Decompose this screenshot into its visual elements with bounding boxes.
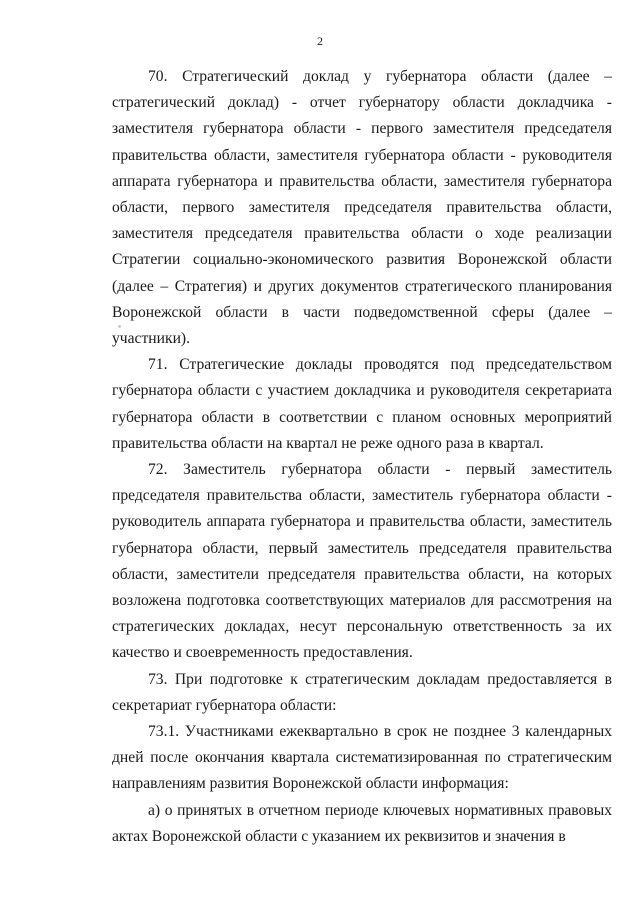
- paragraph-70: 70. Стратегический доклад у губернатора области (далее – стратегический доклад) - отчет губернатору области докладчика - заместителя губернатора области - первого заместителя председателя правительства области, заместителя губернатора области - руководителя аппарата губернатора и правительства области, заместителя губернатора области, первого заместителя председателя правительства области, заместителя председателя правительства области о ходе реализации Стратегии социально-экономического развития Воронежской области (далее – Стратегия) и других документов стратегического планирования Воронежской области в части подведомственной сферы (далее – участники).: [112, 68, 612, 348]
- paragraph-73-1: 73.1. Участниками ежеквартально в срок не позднее 3 календарных дней после окончания квартала систематизированная по стратегическим направлениям развития Воронежской области информация:: [112, 723, 612, 793]
- paragraph-73: 73. При подготовке к стратегическим докладам предоставляется в секретариат губернатора области:: [112, 670, 612, 714]
- page-number: 2: [317, 34, 323, 48]
- paragraph-72: 72. Заместитель губернатора области - первый заместитель председателя правительства области, заместитель губернатора области - руководитель аппарата губернатора и правительства области, заместитель губернатора области, первый заместитель председателя правительства области, заместители председателя правительства области, на которых возложена подготовка соответствующих материалов для рассмотрения на стратегических докладах, несут персональную ответственность за их качество и своевременность предоставления.: [112, 461, 612, 662]
- paragraph-73-1-a: а) о принятых в отчетном периоде ключевых нормативных правовых актах Воронежской области с указанием их реквизитов и значения в: [112, 801, 612, 845]
- paragraph-71: 71. Стратегические доклады проводятся под председательством губернатора области с участием докладчика и руководителя секретариата губернатора области в соответствии с планом основных мероприятий правительства области на квартал не реже одного раза в квартал.: [112, 356, 612, 452]
- document-body: [112, 64, 612, 850]
